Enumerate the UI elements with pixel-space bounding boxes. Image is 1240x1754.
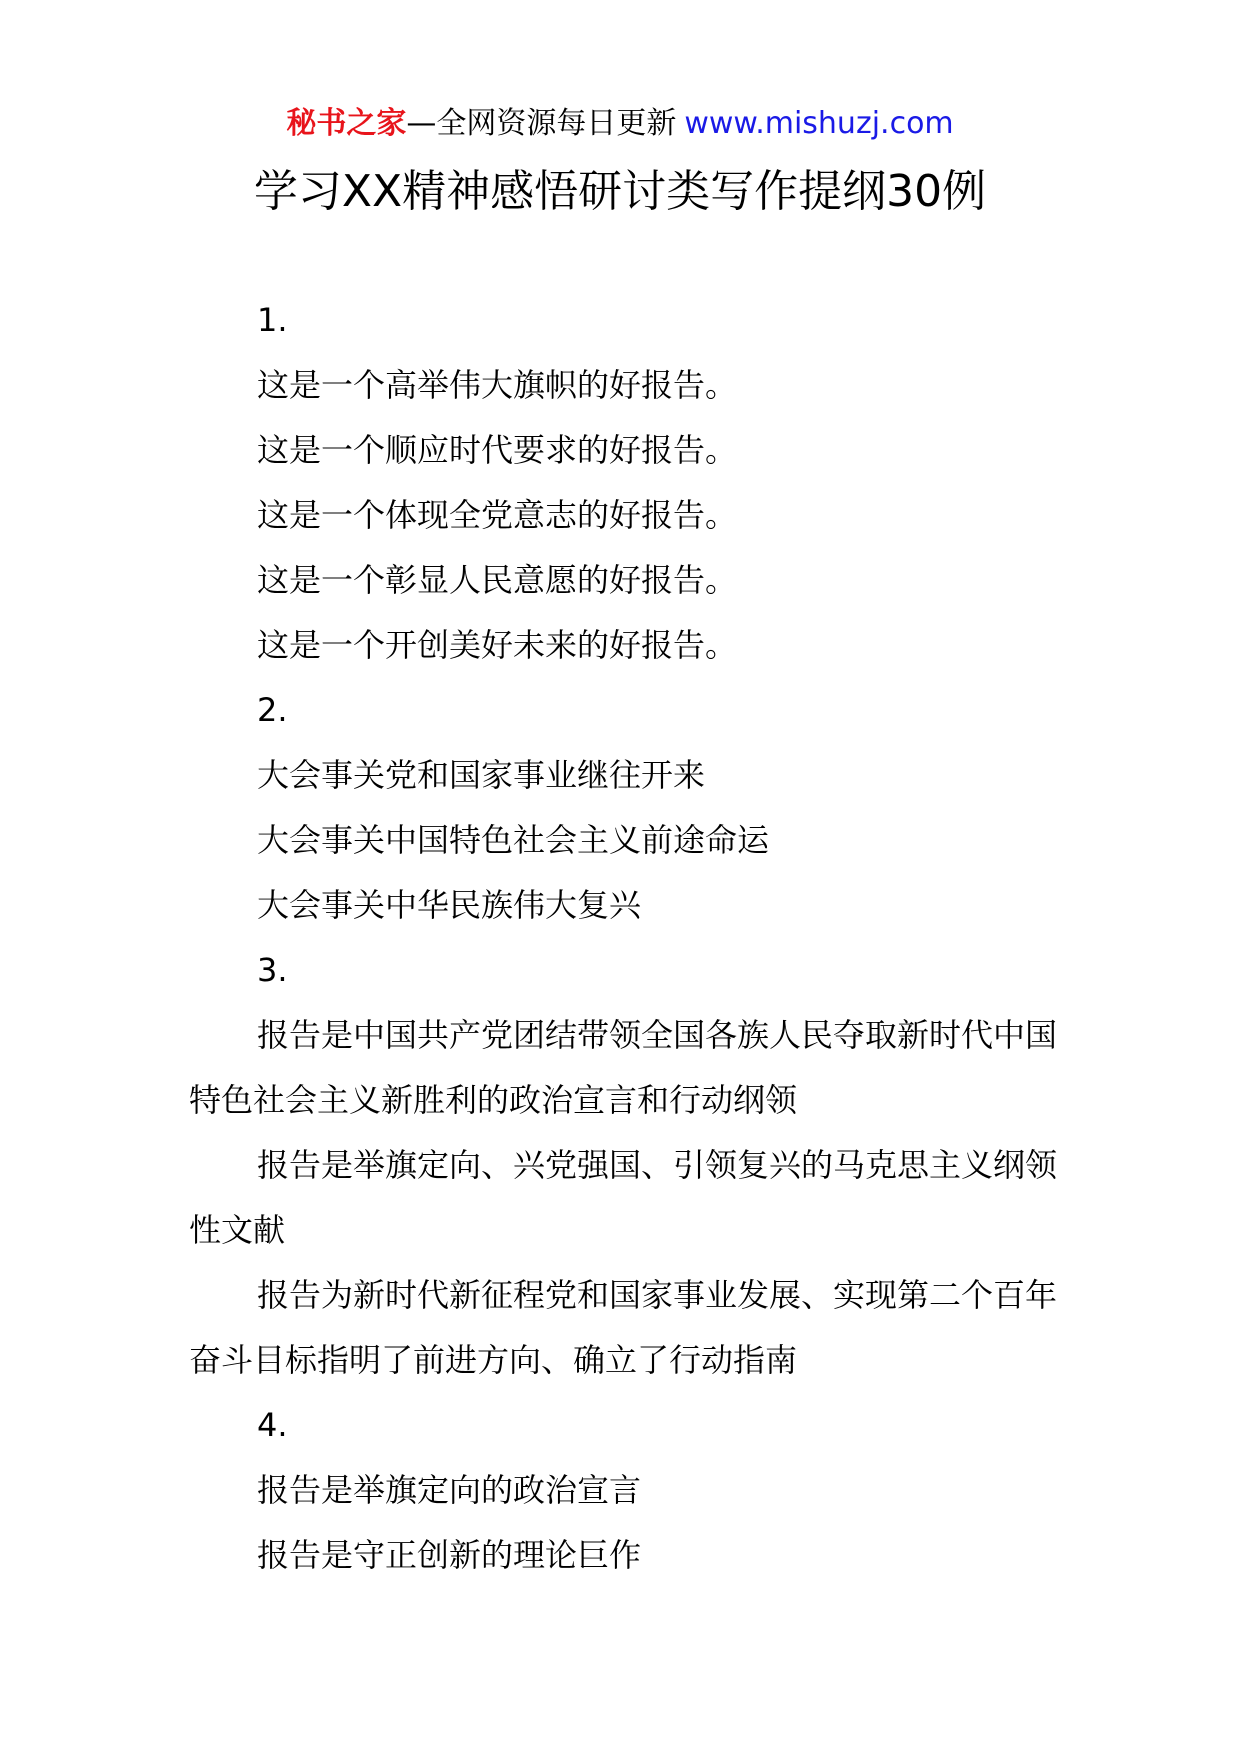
paragraph: 这是一个高举伟大旗帜的好报告。: [257, 366, 738, 404]
brand-name: 秘书之家: [286, 106, 407, 141]
document-header: [0, 100, 1240, 148]
paragraph: 报告是举旗定向的政治宣言: [257, 1471, 642, 1509]
paragraph: 大会事关党和国家事业继往开来: [257, 756, 706, 794]
paragraph: 报告为新时代新征程党和国家事业发展、实现第二个百年奋斗目标指明了前进方向、确立了行动指南: [189, 1276, 1058, 1379]
section-number: 1.: [257, 301, 288, 339]
paragraph: 大会事关中国特色社会主义前途命运: [257, 821, 770, 859]
document-title: 学习XX精神感悟研讨类写作提纲30例: [253, 166, 987, 217]
paragraph: 这是一个顺应时代要求的好报告。: [257, 431, 738, 469]
paragraph: 这是一个体现全党意志的好报告。: [257, 496, 738, 534]
header-slogan: —全网资源每日更新: [406, 106, 677, 141]
document-body: [189, 288, 1061, 1588]
paragraph: 报告是中国共产党团结带领全国各族人民夺取新时代中国特色社会主义新胜利的政治宣言和行动纲领: [189, 1016, 1058, 1119]
website-link[interactable]: www.mishuzj.com: [684, 106, 954, 141]
paragraph: 大会事关中华民族伟大复兴: [257, 886, 642, 924]
section-number: 2.: [257, 691, 288, 729]
paragraph: 报告是举旗定向、兴党强国、引领复兴的马克思主义纲领性文献: [189, 1146, 1058, 1249]
section-number: 4.: [257, 1406, 288, 1444]
section-number: 3.: [257, 951, 288, 989]
paragraph: 这是一个开创美好未来的好报告。: [257, 626, 738, 664]
paragraph: 报告是守正创新的理论巨作: [257, 1536, 642, 1574]
paragraph: 这是一个彰显人民意愿的好报告。: [257, 561, 738, 599]
